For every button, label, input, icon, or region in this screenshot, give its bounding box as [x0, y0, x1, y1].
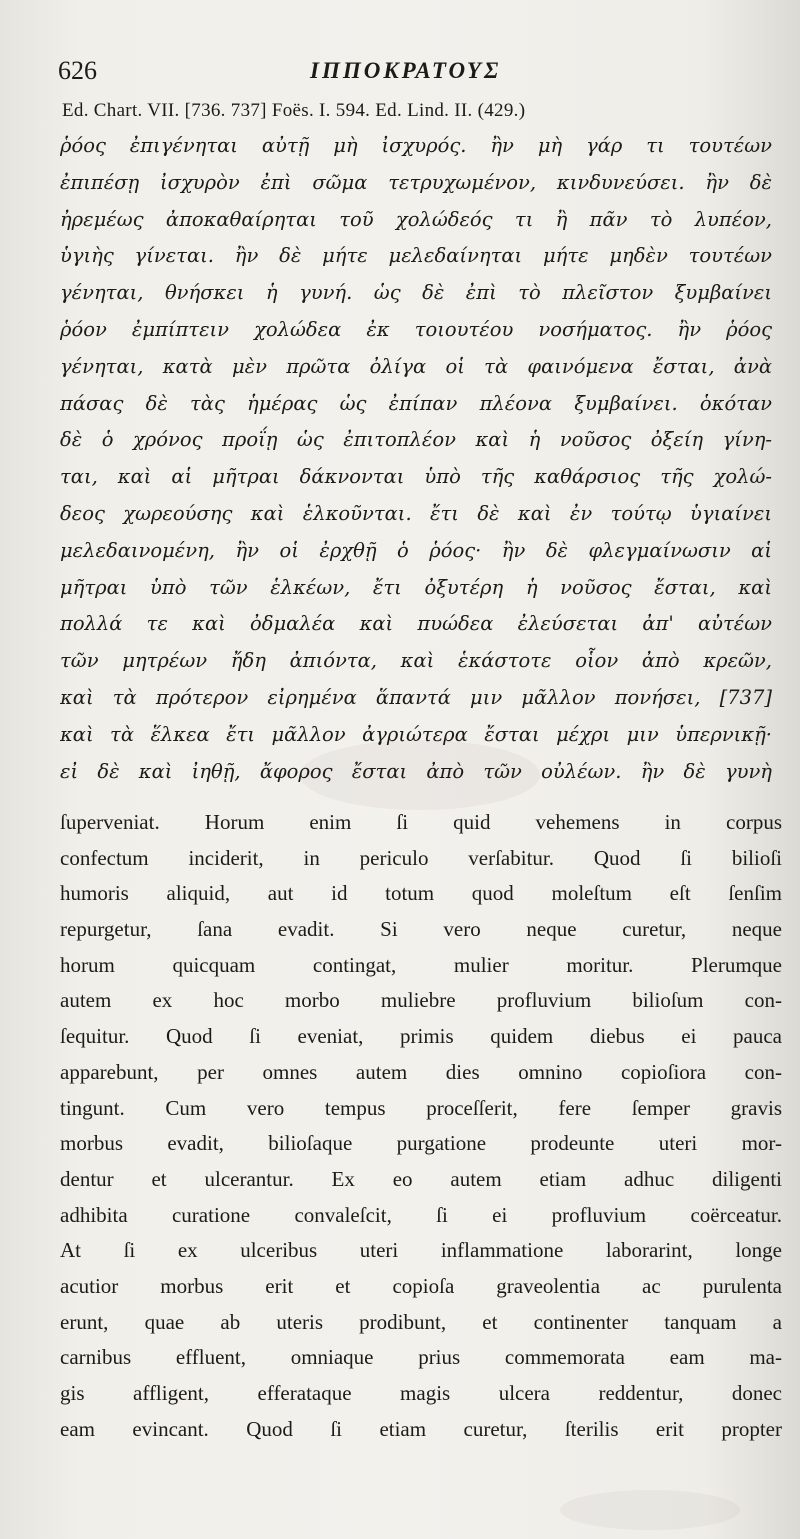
greek-line: γένηται, θνήσκει ἡ γυνή. ὡς δὲ ἐπὶ τὸ πλεῖστον ξυμβαίνει: [60, 281, 772, 305]
latin-line: apparebunt, per omnes autem dies omnino copioſiora con-: [60, 1059, 782, 1084]
page-header: [58, 56, 758, 96]
greek-line: ὑγιὴς γίνεται. ἢν δὲ μήτε μελεδαίνηται μήτε μηδὲν τουτέων: [60, 244, 772, 268]
latin-line: carnibus effluent, omniaque prius commemorata eam ma-: [60, 1345, 782, 1370]
greek-text-block: [60, 128, 772, 790]
latin-line: acutior morbus erit et copioſa graveolentia ac purulenta: [60, 1273, 782, 1298]
greek-line: ῥόος ἐπιγένηται αὐτῇ μὴ ἰσχυρός. ἢν μὴ γάρ τι τουτέων: [60, 134, 772, 157]
greek-line: ται, καὶ αἱ μῆτραι δάκνονται ὑπὸ τῆς καθάρσιος τῆς χολώ-: [60, 465, 772, 489]
greek-line: πάσας δὲ τὰς ἡμέρας ὡς ἐπίπαν πλέονα ξυμβαίνει. ὁκόταν: [60, 391, 772, 415]
latin-line: adhibita curatione convaleſcit, ſi ei profluvium coërceatur.: [60, 1202, 782, 1227]
latin-line: erunt, quae ab uteris prodibunt, et continenter tanquam a: [60, 1309, 782, 1334]
latin-line: autem ex hoc morbo muliebre profluvium bilioſum con-: [60, 988, 782, 1013]
latin-line: dentur et ulcerantur. Ex eo autem etiam adhuc diligenti: [60, 1166, 782, 1191]
latin-line: humoris aliquid, aut id totum quod moleſtum eſt ſenſim: [60, 881, 782, 906]
latin-line: eam evincant. Quod ſi etiam curetur, ſterilis erit propter: [60, 1416, 782, 1441]
latin-line: ſequitur. Quod ſi eveniat, primis quidem diebus ei pauca: [60, 1024, 782, 1049]
greek-line: τῶν μητρέων ἤδη ἀπιόντα, καὶ ἑκάστοτε οἷον ἀπὸ κρεῶν,: [60, 649, 772, 673]
latin-line: At ſi ex ulceribus uteri inflammatione laborarint, longe: [60, 1238, 782, 1263]
greek-line: δεος χωρεούσης καὶ ἑλκοῦνται. ἔτι δὲ καὶ ἐν τούτῳ ὑγιαίνει: [60, 501, 772, 525]
greek-line: μελεδαινομένη, ἢν οἱ ἐρχθῇ ὁ ῥόος· ἢν δὲ φλεγμαίνωσιν αἱ: [60, 538, 772, 562]
greek-line: εἰ δὲ καὶ ἰηθῇ, ἄφορος ἔσται ἀπὸ τῶν οὐλέων. ἢν δὲ γυνὴ: [60, 759, 772, 783]
latin-line: repurgetur, ſana evadit. Si vero neque curetur, neque: [60, 917, 782, 942]
latin-line: horum quicquam contingat, mulier moritur. Plerumque: [60, 952, 782, 977]
edition-reference: Ed. Chart. VII. [736. 737] Foës. I. 594. Ed. Lind. II. (429.): [62, 100, 526, 121]
latin-line: morbus evadit, bilioſaque purgatione prodeunte uteri mor-: [60, 1131, 782, 1156]
page-number: 626: [58, 56, 97, 85]
running-title: ΙΠΠΟΚΡΑΤΟΥΣ: [310, 58, 502, 83]
latin-line: confectum inciderit, in periculo verſabitur. Quod ſi bilioſi: [60, 845, 782, 870]
latin-line: tingunt. Cum vero tempus proceſſerit, fere ſemper gravis: [60, 1095, 782, 1120]
greek-line: καὶ τὰ πρότερον εἰρημένα ἅπαντά μιν μᾶλλον πονήσει, [737]: [60, 685, 772, 709]
greek-line: γένηται, κατὰ μὲν πρῶτα ὀλίγα οἱ τὰ φαινόμενα ἔσται, ἀνὰ: [60, 354, 772, 378]
greek-line: μῆτραι ὑπὸ τῶν ἑλκέων, ἔτι ὀξυτέρη ἡ νοῦσος ἔσται, καὶ: [60, 575, 772, 599]
greek-line: ἐπιπέσῃ ἰσχυρὸν ἐπὶ σῶμα τετρυχωμένον, κινδυνεύσει. ἢν δὲ: [60, 170, 772, 194]
greek-line: καὶ τὰ ἕλκεα ἔτι μᾶλλον ἀγριώτερα ἔσται μέχρι μιν ὑπερνικῇ·: [60, 722, 772, 746]
paper-stain: [560, 1490, 740, 1530]
latin-translation-block: [60, 805, 782, 1447]
greek-line: δὲ ὁ χρόνος προΐῃ ὡς ἐπιτοπλέον καὶ ἡ νοῦσος ὀξείη γίνη-: [60, 428, 772, 452]
greek-line: πολλά τε καὶ ὀδμαλέα καὶ πυώδεα ἐλεύσεται ἀπ' αὐτέων: [60, 612, 772, 636]
latin-line: ſuperveniat. Horum enim ſi quid vehemens in corpus: [60, 810, 782, 834]
greek-line: ῥόον ἐμπίπτειν χολώδεα ἐκ τοιουτέου νοσήματος. ἢν ῥόος: [60, 317, 772, 341]
latin-line: gis affligent, efferataque magis ulcera reddentur, donec: [60, 1381, 782, 1405]
greek-line: ἠρεμέως ἀποκαθαίρηται τοῦ χολώδεός τι ἢ πᾶν τὸ λυπέον,: [60, 207, 772, 231]
